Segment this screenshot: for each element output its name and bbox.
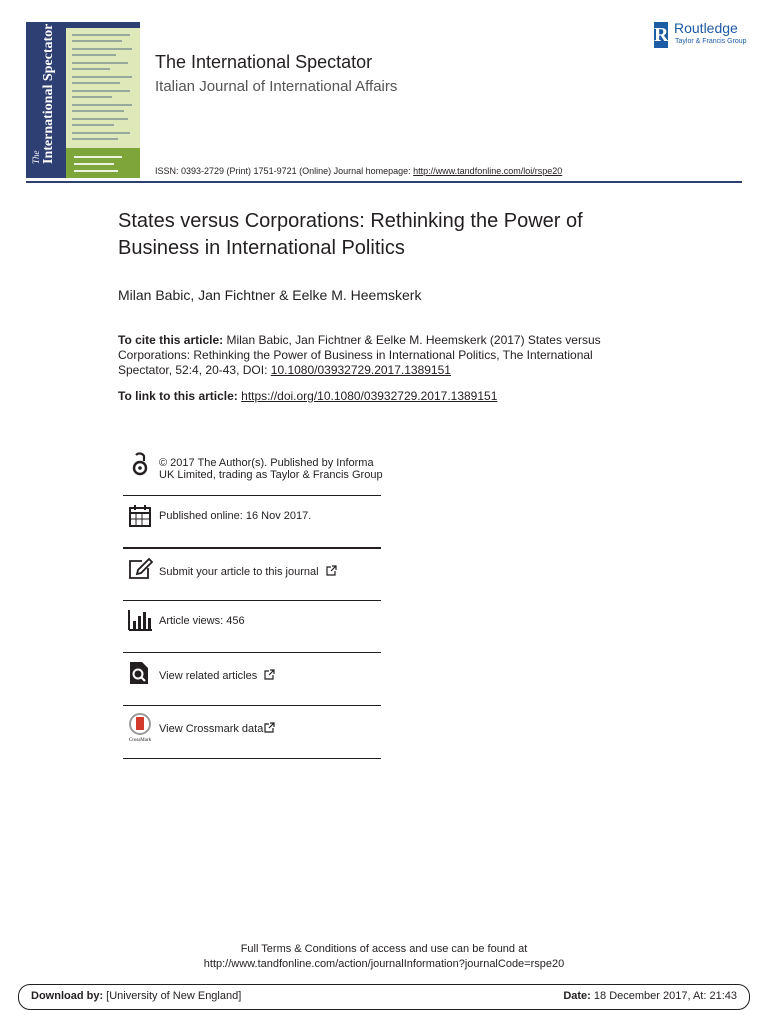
cover-toc-line xyxy=(72,124,114,126)
article-authors: Milan Babic, Jan Fichtner & Eelke M. Heemskerk xyxy=(118,287,422,303)
cover-toc-line xyxy=(72,48,132,50)
svg-text:CrossMark: CrossMark xyxy=(128,738,152,743)
cover-top-bar xyxy=(66,22,140,28)
published-row xyxy=(123,503,381,533)
header-divider xyxy=(26,181,742,183)
publisher-name: Routledge xyxy=(674,20,738,36)
publisher-group: Taylor & Francis Group xyxy=(675,38,747,45)
issn-text: ISSN: 0393-2729 (Print) 1751-9721 (Online) Journal homepage: xyxy=(155,166,414,176)
download-info-bar xyxy=(18,984,750,1010)
download-by: Download by: [University of New England] xyxy=(31,990,242,1002)
issn-line xyxy=(155,166,562,176)
info-divider xyxy=(123,495,381,496)
edit-icon xyxy=(127,556,153,582)
cover-footer-line xyxy=(74,163,114,165)
cover-toc-line xyxy=(72,90,130,92)
article-doi-link[interactable]: https://doi.org/10.1080/03932729.2017.1389151 xyxy=(241,389,498,403)
article-views-row xyxy=(123,607,381,637)
info-divider xyxy=(123,652,381,653)
crossmark-row[interactable] xyxy=(123,713,381,745)
journal-subtitle: Italian Journal of International Affairs xyxy=(155,78,398,95)
external-link-icon xyxy=(326,565,337,576)
cover-toc-line xyxy=(72,68,110,70)
open-access-icon xyxy=(127,452,153,478)
related-articles-link[interactable]: View related articles xyxy=(159,669,275,682)
terms-line: Full Terms & Conditions of access and use can be found at xyxy=(240,943,528,955)
cover-toc-line xyxy=(72,132,130,134)
terms-url-link[interactable]: http://www.tandfonline.com/action/journalInformation?journalCode=rspe20 xyxy=(203,958,565,970)
download-date: Date: 18 December 2017, At: 21:43 xyxy=(563,990,737,1002)
cover-toc-line xyxy=(72,118,128,120)
citation-label: To cite this article: xyxy=(118,333,224,347)
cover-toc-line xyxy=(72,62,128,64)
external-link-icon xyxy=(264,669,275,680)
journal-homepage-link[interactable]: http://www.tandfonline.com/loi/rspe20 xyxy=(413,166,563,176)
article-link-label: To link to this article: xyxy=(118,389,238,403)
cover-toc-line xyxy=(72,104,132,106)
crossmark-link[interactable]: View Crossmark data xyxy=(159,722,275,735)
cover-toc-line xyxy=(72,40,122,42)
open-access-row xyxy=(123,452,381,496)
article-views: Article views: 456 xyxy=(159,615,245,627)
journal-title: The International Spectator xyxy=(155,52,373,72)
routledge-r-icon: R xyxy=(654,24,669,46)
published-date: Published online: 16 Nov 2017. xyxy=(159,510,312,522)
info-divider xyxy=(123,705,381,706)
citation-doi-link[interactable]: 10.1080/03932729.2017.1389151 xyxy=(270,363,451,377)
cover-toc-line xyxy=(72,76,132,78)
cover-toc-line xyxy=(72,82,120,84)
cover-toc-line xyxy=(72,110,124,112)
citation-block xyxy=(118,333,638,378)
cover-toc-line xyxy=(72,34,130,36)
cover-footer-line xyxy=(74,170,118,172)
info-divider xyxy=(123,547,381,549)
cover-toc-line xyxy=(72,54,116,56)
cover-spine-title: The International Spectator xyxy=(31,23,56,164)
journal-cover-image xyxy=(26,22,140,178)
related-articles-row[interactable] xyxy=(123,660,381,690)
bar-chart-icon xyxy=(127,607,153,633)
info-divider xyxy=(123,758,381,759)
calendar-icon xyxy=(127,503,153,529)
copyright-text: © 2017 The Author(s). Published by Informa UK Limited, trading as Taylor & Francis Group xyxy=(159,457,383,481)
cover-toc-line xyxy=(72,96,112,98)
external-link-icon xyxy=(264,722,275,733)
info-divider xyxy=(123,600,381,601)
submit-article-link[interactable]: Submit your article to this journal xyxy=(159,565,337,578)
citation-text: Milan Babic, Jan Fichtner & Eelke M. Heemskerk (2017) States versus Corporations: Rethinking the Power of Business in International Politics, The International Spectator, 52:4, 20-43, DOI: xyxy=(118,333,601,377)
article-title: States versus Corporations: Rethinking the Power of Business in International Politics xyxy=(118,210,583,259)
cover-footer-line xyxy=(74,156,122,158)
document-search-icon xyxy=(127,660,153,686)
article-link-line xyxy=(118,389,497,403)
crossmark-icon xyxy=(127,713,153,743)
cover-toc-line xyxy=(72,138,118,140)
submit-article-row[interactable] xyxy=(123,556,381,586)
terms-notice xyxy=(0,942,768,972)
